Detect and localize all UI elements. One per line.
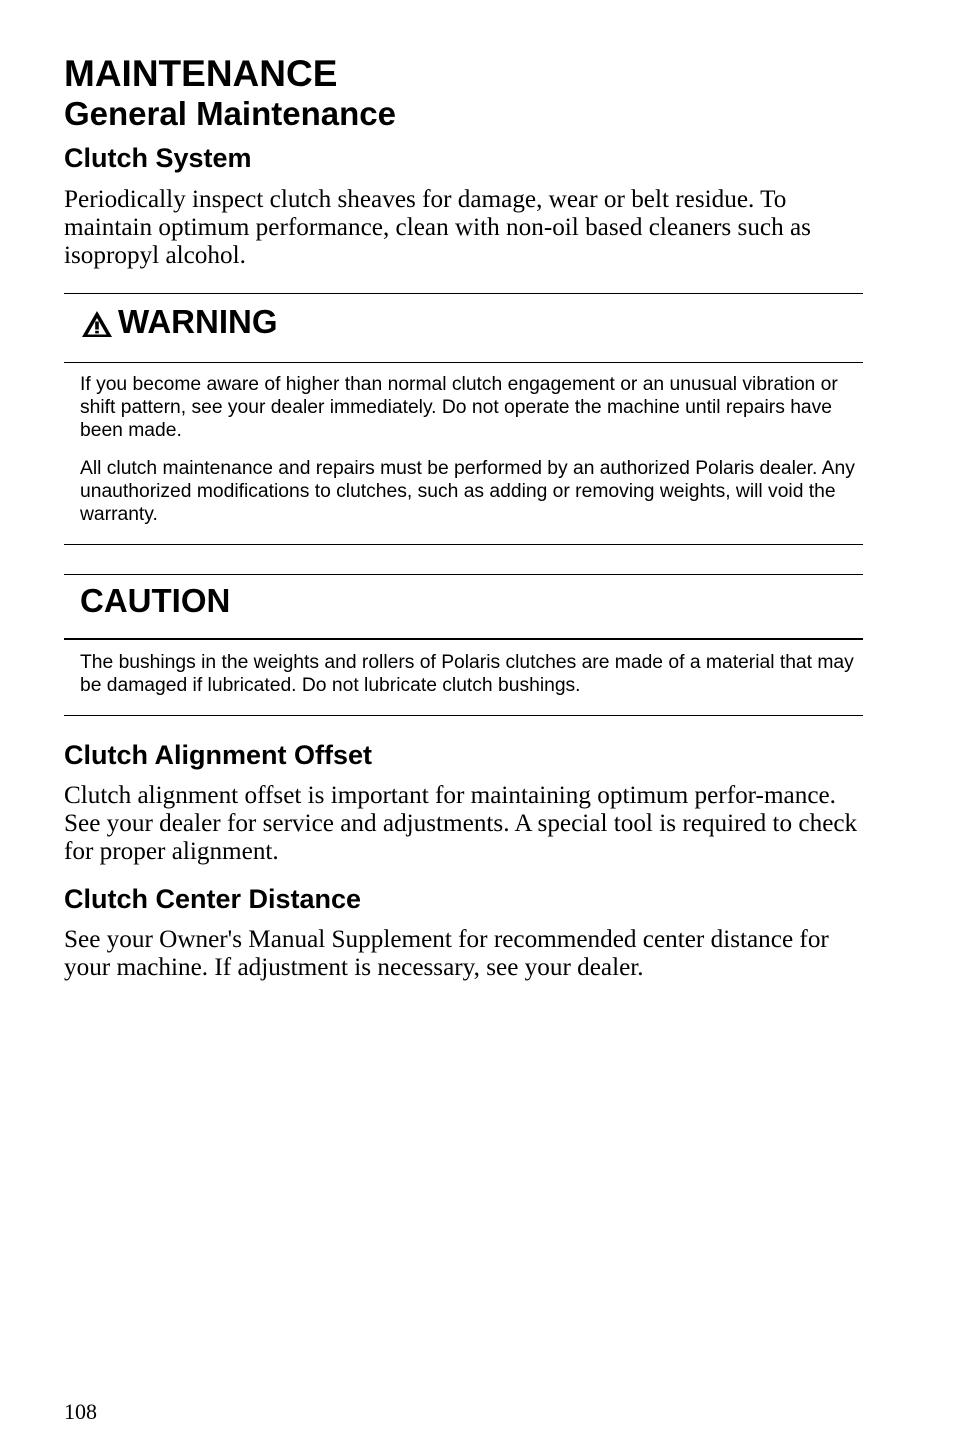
caution-title: CAUTION — [80, 582, 231, 619]
warning-title: WARNING — [118, 303, 278, 340]
caution-top-rule — [64, 574, 863, 575]
warning-top-rule — [64, 293, 863, 294]
clutch-center-heading: Clutch Center Distance — [64, 884, 362, 914]
clutch-system-text: Periodically inspect clutch sheaves for damage, wear or belt residue. To maintain optimum performance, clean with non-oil based cleaners such as isopropyl alcohol. — [64, 186, 811, 269]
clutch-center-text: See your Owner's Manual Supplement for recommended center distance for your machine. If adjustment is necessary, see your dealer. — [64, 926, 829, 981]
warning-paragraph-1: If you become aware of higher than normal clutch engagement or an unusual vibration or shift pattern, see your dealer immediately. Do not operate the machine until repairs have been made. — [80, 374, 838, 441]
caution-heading — [80, 583, 230, 619]
warning-triangle-icon — [80, 309, 114, 339]
clutch-alignment-text: Clutch alignment offset is important for maintaining optimum perfor-mance. See your dealer for service and adjustments. A special tool is required to check for proper alignment. — [64, 782, 858, 865]
caution-text: The bushings in the weights and rollers of Polaris clutches are made of a material that may be damaged if lubricated. Do not lubricate clutch bushings. — [80, 652, 854, 696]
clutch-system-heading: Clutch System — [64, 143, 252, 173]
caution-header-rule — [64, 638, 863, 640]
warning-paragraph-2: All clutch maintenance and repairs must be performed by an authorized Polaris dealer. Any unauthorized modifications to clutches, such as adding or removing weights, will void the warranty. — [80, 458, 855, 525]
caution-bottom-rule — [64, 715, 863, 716]
warning-bottom-rule — [64, 544, 863, 545]
warning-heading — [80, 304, 278, 340]
clutch-alignment-heading: Clutch Alignment Offset — [64, 740, 372, 770]
page-subtitle: General Maintenance — [64, 95, 396, 132]
warning-header-rule — [64, 362, 863, 363]
page-title: MAINTENANCE — [64, 53, 338, 94]
page-number: 108 — [64, 1399, 97, 1424]
